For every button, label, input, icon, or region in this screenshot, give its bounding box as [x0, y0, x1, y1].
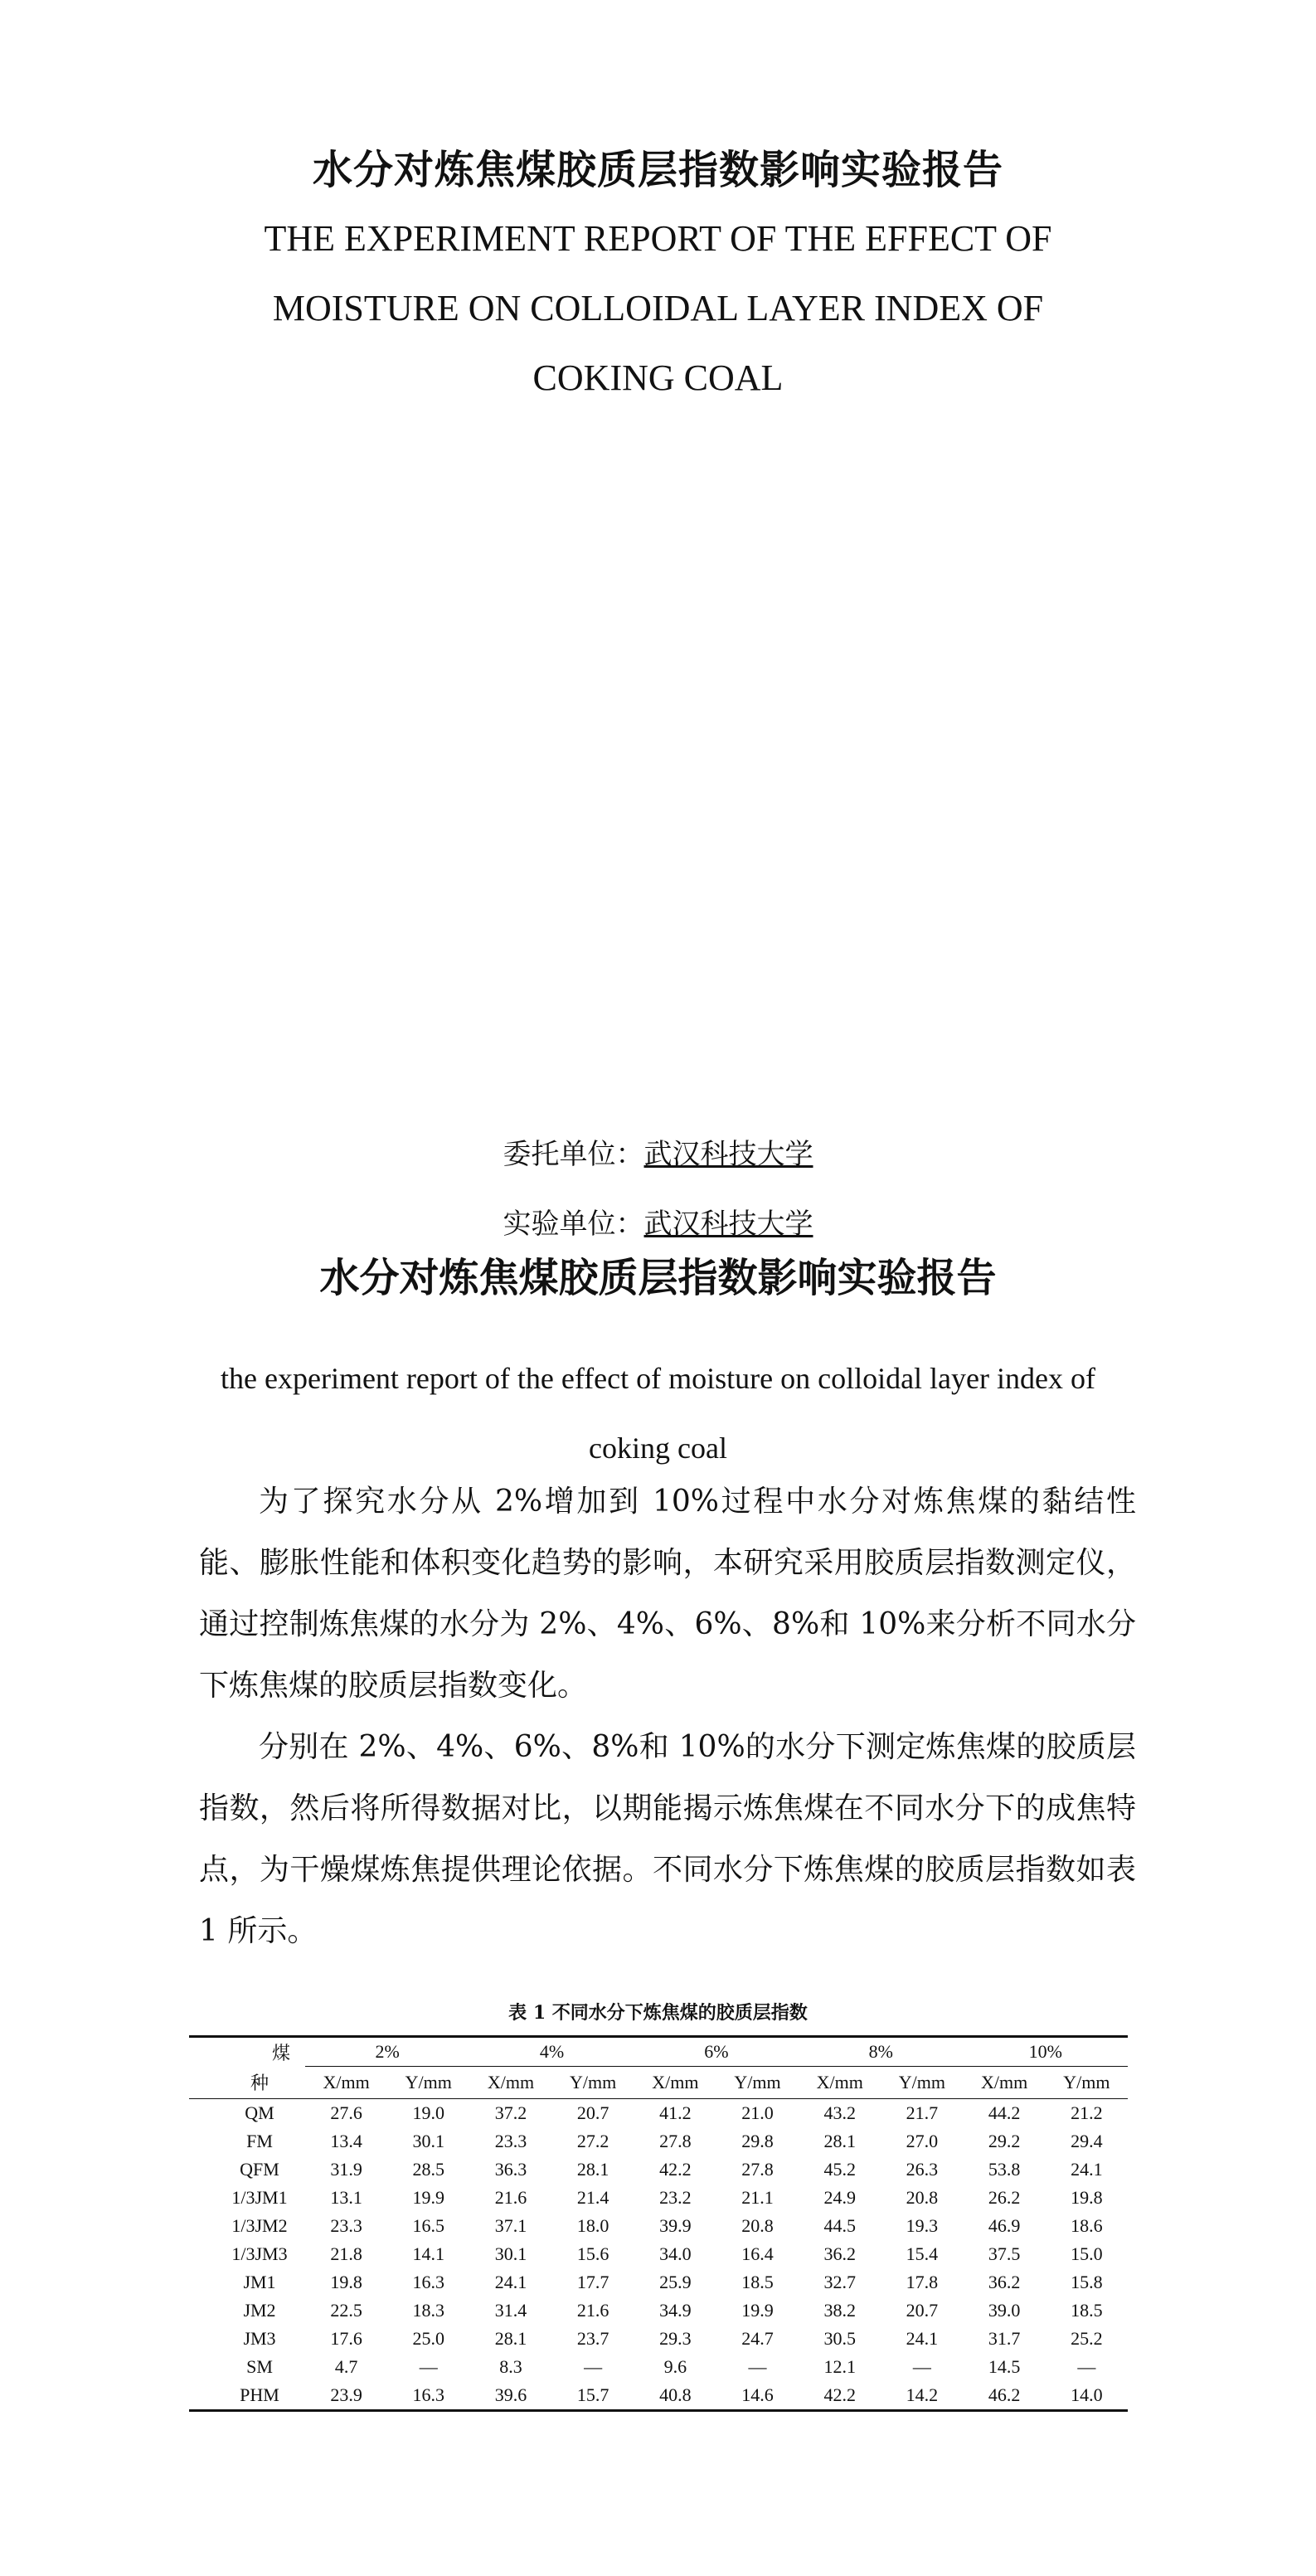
- x-value-cell: 23.3: [494, 2131, 527, 2151]
- x-value-cell: 45.2: [823, 2159, 856, 2180]
- cover-title-cn: 水分对炼焦煤胶质层指数影响实验报告: [312, 147, 1003, 193]
- y-value-cell: 19.3: [906, 2215, 939, 2236]
- y-value-cell: 25.2: [1071, 2328, 1103, 2349]
- coal-type-cell: QM: [245, 2102, 274, 2123]
- moisture-header: 4%: [469, 2037, 634, 2067]
- y-value-cell: 18.5: [741, 2272, 774, 2292]
- moisture-header: 6%: [634, 2037, 799, 2067]
- y-value-cell: 19.9: [412, 2187, 445, 2208]
- y-value-cell: 25.0: [412, 2328, 445, 2349]
- cover-section: [0, 141, 1316, 413]
- coal-type-cell: FM: [246, 2131, 273, 2151]
- y-value-cell: 14.1: [412, 2243, 445, 2264]
- y-value-cell: 19.9: [741, 2300, 774, 2321]
- x-value-cell: 36.3: [494, 2159, 527, 2180]
- x-value-cell: 39.0: [988, 2300, 1021, 2321]
- x-column-header: X/mm: [634, 2067, 716, 2099]
- x-value-cell: 38.2: [823, 2300, 856, 2321]
- y-column-header: Y/mm: [552, 2067, 634, 2099]
- x-value-cell: 39.6: [469, 2381, 551, 2411]
- x-value-cell: 44.2: [988, 2102, 1021, 2123]
- x-value-cell: 13.4: [330, 2131, 362, 2151]
- x-value-cell: 53.8: [988, 2159, 1021, 2180]
- coal-type-cell: SM: [246, 2356, 273, 2377]
- report-title-cn: 水分对炼焦煤胶质层指数影响实验报告: [319, 1255, 997, 1301]
- table-subheader-row: [189, 2067, 1128, 2099]
- x-value-cell: 8.3: [499, 2356, 522, 2377]
- y-value-cell: 21.0: [741, 2102, 774, 2123]
- x-value-cell: 21.6: [494, 2187, 527, 2208]
- x-value-cell: 29.2: [988, 2131, 1021, 2151]
- x-value-cell: 31.7: [988, 2328, 1021, 2349]
- x-value-cell: 30.1: [494, 2243, 527, 2264]
- corner-type-label: 种: [189, 2067, 305, 2099]
- x-value-cell: 37.2: [494, 2102, 527, 2123]
- y-value-cell: 17.8: [906, 2272, 939, 2292]
- x-value-cell: 34.9: [659, 2300, 692, 2321]
- y-value-cell: 15.4: [906, 2243, 939, 2264]
- x-value-cell: 28.1: [823, 2131, 856, 2151]
- y-value-cell: 16.4: [741, 2243, 774, 2264]
- y-column-header: Y/mm: [881, 2067, 963, 2099]
- y-value-cell: 16.3: [387, 2381, 469, 2411]
- paragraph-1: 为了探究水分从 2%增加到 10%过程中水分对炼焦煤的黏结性能、膨胀性能和体积变化趋势的影响，本研究采用胶质层指数测定仪，通过控制炼焦煤的水分为 2%、4%、6%、8%和 10%来分析不同水分下炼焦煤的胶质层指数变化。: [199, 1485, 1136, 1703]
- x-value-cell: 46.9: [988, 2215, 1021, 2236]
- x-value-cell: 24.1: [494, 2272, 527, 2292]
- x-value-cell: 27.8: [659, 2131, 692, 2151]
- cover-title-en: [0, 204, 1316, 413]
- table-body: [189, 2099, 1128, 2411]
- y-value-cell: 21.1: [741, 2187, 774, 2208]
- x-value-cell: 24.9: [823, 2187, 856, 2208]
- x-value-cell: 43.2: [823, 2102, 856, 2123]
- coal-type-cell: 1/3JM3: [231, 2243, 288, 2264]
- x-value-cell: 25.9: [659, 2272, 692, 2292]
- x-value-cell: 27.6: [330, 2102, 362, 2123]
- coal-type-cell: JM3: [243, 2328, 276, 2349]
- y-value-cell: 27.2: [576, 2131, 609, 2151]
- y-value-cell: 24.1: [906, 2328, 939, 2349]
- moisture-header: 2%: [305, 2037, 469, 2067]
- y-value-cell: 17.7: [576, 2272, 609, 2292]
- units-block: [0, 1120, 1316, 1259]
- y-value-cell: 27.0: [906, 2131, 939, 2151]
- x-value-cell: 13.1: [330, 2187, 362, 2208]
- x-value-cell: 9.6: [663, 2356, 687, 2377]
- table-row: [189, 2099, 1128, 2128]
- paragraph-2: 分别在 2%、4%、6%、8%和 10%的水分下测定炼焦煤的胶质层指数，然后将所得数据对比，以期能揭示炼焦煤在不同水分下的成焦特点，为干燥煤炼焦提供理论依据。不同水分下炼焦煤的胶质层指数如表 1 所示。: [199, 1730, 1136, 1948]
- x-value-cell: 34.0: [659, 2243, 692, 2264]
- y-value-cell: 27.8: [741, 2159, 774, 2180]
- y-value-cell: 26.3: [906, 2159, 939, 2180]
- x-value-cell: 23.2: [659, 2187, 692, 2208]
- table-row: [189, 2268, 1128, 2297]
- x-value-cell: 37.1: [494, 2215, 527, 2236]
- x-value-cell: 36.2: [988, 2272, 1021, 2292]
- x-value-cell: 42.2: [799, 2381, 881, 2411]
- x-value-cell: 28.1: [494, 2328, 527, 2349]
- y-value-cell: 21.7: [906, 2102, 939, 2123]
- y-value-cell: 14.0: [1046, 2381, 1128, 2411]
- y-column-header: Y/mm: [716, 2067, 799, 2099]
- x-value-cell: 23.9: [305, 2381, 387, 2411]
- y-value-cell: —: [1077, 2356, 1096, 2377]
- x-value-cell: 32.7: [823, 2272, 856, 2292]
- x-column-header: X/mm: [799, 2067, 881, 2099]
- y-value-cell: 14.2: [881, 2381, 963, 2411]
- x-value-cell: 31.4: [494, 2300, 527, 2321]
- table-row: [189, 2127, 1128, 2156]
- y-value-cell: 15.7: [552, 2381, 634, 2411]
- y-value-cell: 21.2: [1071, 2102, 1103, 2123]
- x-value-cell: 26.2: [988, 2187, 1021, 2208]
- x-value-cell: 42.2: [659, 2159, 692, 2180]
- x-value-cell: 17.6: [330, 2328, 362, 2349]
- y-value-cell: 24.1: [1071, 2159, 1103, 2180]
- coal-type-cell: 1/3JM2: [231, 2215, 288, 2236]
- coal-type-cell: JM1: [243, 2272, 276, 2292]
- cover-title-en-line: MOISTURE ON COLLOIDAL LAYER INDEX OF: [272, 288, 1044, 328]
- moisture-header: 10%: [964, 2037, 1129, 2067]
- x-column-header: X/mm: [964, 2067, 1046, 2099]
- corner-coal-label: 煤: [189, 2037, 305, 2067]
- x-value-cell: 29.3: [659, 2328, 692, 2349]
- table-header-row: [189, 2037, 1128, 2067]
- cover-title-en-line: THE EXPERIMENT REPORT OF THE EFFECT OF: [264, 218, 1052, 259]
- x-value-cell: 31.9: [330, 2159, 362, 2180]
- y-value-cell: 30.1: [412, 2131, 445, 2151]
- x-value-cell: 21.8: [330, 2243, 362, 2264]
- lab-unit-value: 武汉科技大学: [643, 1208, 813, 1241]
- y-value-cell: —: [584, 2356, 603, 2377]
- table-row: [189, 2184, 1128, 2212]
- y-value-cell: 18.5: [1071, 2300, 1103, 2321]
- y-value-cell: —: [912, 2356, 931, 2377]
- y-value-cell: 18.3: [412, 2300, 445, 2321]
- x-value-cell: 41.2: [659, 2102, 692, 2123]
- y-value-cell: 15.8: [1071, 2272, 1103, 2292]
- lab-unit-label: 实验单位：: [503, 1208, 644, 1241]
- y-value-cell: 18.6: [1071, 2215, 1103, 2236]
- x-value-cell: 30.5: [823, 2328, 856, 2349]
- y-value-cell: 16.3: [412, 2272, 445, 2292]
- x-value-cell: 19.8: [330, 2272, 362, 2292]
- coal-type-cell: 1/3JM1: [231, 2187, 288, 2208]
- report-title-en: [166, 1344, 1150, 1483]
- y-value-cell: 21.4: [576, 2187, 609, 2208]
- moisture-header: 8%: [799, 2037, 963, 2067]
- x-value-cell: 39.9: [659, 2215, 692, 2236]
- x-value-cell: 14.5: [988, 2356, 1021, 2377]
- x-value-cell: 46.2: [964, 2381, 1046, 2411]
- table-row: [189, 2381, 1128, 2411]
- x-column-header: X/mm: [469, 2067, 551, 2099]
- y-value-cell: 20.7: [576, 2102, 609, 2123]
- x-value-cell: 40.8: [634, 2381, 716, 2411]
- body-text: [199, 1471, 1136, 1962]
- report-title-en-line2: coking coal: [589, 1431, 727, 1465]
- y-value-cell: 29.4: [1071, 2131, 1103, 2151]
- x-value-cell: 44.5: [823, 2215, 856, 2236]
- y-value-cell: 21.6: [576, 2300, 609, 2321]
- y-column-header: Y/mm: [387, 2067, 469, 2099]
- y-value-cell: 18.0: [576, 2215, 609, 2236]
- table-row: [189, 2353, 1128, 2381]
- x-value-cell: 36.2: [823, 2243, 856, 2264]
- cover-title-en-line: COKING COAL: [532, 357, 784, 398]
- y-value-cell: 20.7: [906, 2300, 939, 2321]
- table-row: [189, 2240, 1128, 2268]
- y-value-cell: 28.5: [412, 2159, 445, 2180]
- table-row: [189, 2297, 1128, 2325]
- y-column-header: Y/mm: [1046, 2067, 1128, 2099]
- y-value-cell: —: [748, 2356, 767, 2377]
- y-value-cell: 16.5: [412, 2215, 445, 2236]
- y-value-cell: 15.6: [576, 2243, 609, 2264]
- y-value-cell: 24.7: [741, 2328, 774, 2349]
- colloidal-layer-table: [189, 2035, 1128, 2412]
- y-value-cell: —: [419, 2356, 438, 2377]
- y-value-cell: 20.8: [906, 2187, 939, 2208]
- entrust-unit-value: 武汉科技大学: [643, 1138, 813, 1171]
- y-value-cell: 23.7: [576, 2328, 609, 2349]
- entrust-unit-line: [0, 1120, 1316, 1189]
- report-title-en-line1: the experiment report of the effect of moisture on colloidal layer index of: [221, 1362, 1095, 1395]
- y-value-cell: 28.1: [576, 2159, 609, 2180]
- x-value-cell: 4.7: [334, 2356, 358, 2377]
- table-row: [189, 2325, 1128, 2353]
- y-value-cell: 29.8: [741, 2131, 774, 2151]
- x-column-header: X/mm: [305, 2067, 387, 2099]
- coal-type-cell: QFM: [240, 2159, 279, 2180]
- coal-type-cell: JM2: [243, 2300, 276, 2321]
- x-value-cell: 22.5: [330, 2300, 362, 2321]
- y-value-cell: 19.8: [1071, 2187, 1103, 2208]
- x-value-cell: 37.5: [988, 2243, 1021, 2264]
- y-value-cell: 14.6: [716, 2381, 799, 2411]
- table-row: [189, 2212, 1128, 2240]
- table-row: [189, 2156, 1128, 2184]
- x-value-cell: 12.1: [823, 2356, 856, 2377]
- table-caption: 表 1 不同水分下炼焦煤的胶质层指数: [508, 2002, 808, 2024]
- coal-type-cell: PHM: [189, 2381, 305, 2411]
- x-value-cell: 23.3: [330, 2215, 362, 2236]
- y-value-cell: 20.8: [741, 2215, 774, 2236]
- y-value-cell: 19.0: [412, 2102, 445, 2123]
- entrust-unit-label: 委托单位：: [503, 1138, 644, 1171]
- y-value-cell: 15.0: [1071, 2243, 1103, 2264]
